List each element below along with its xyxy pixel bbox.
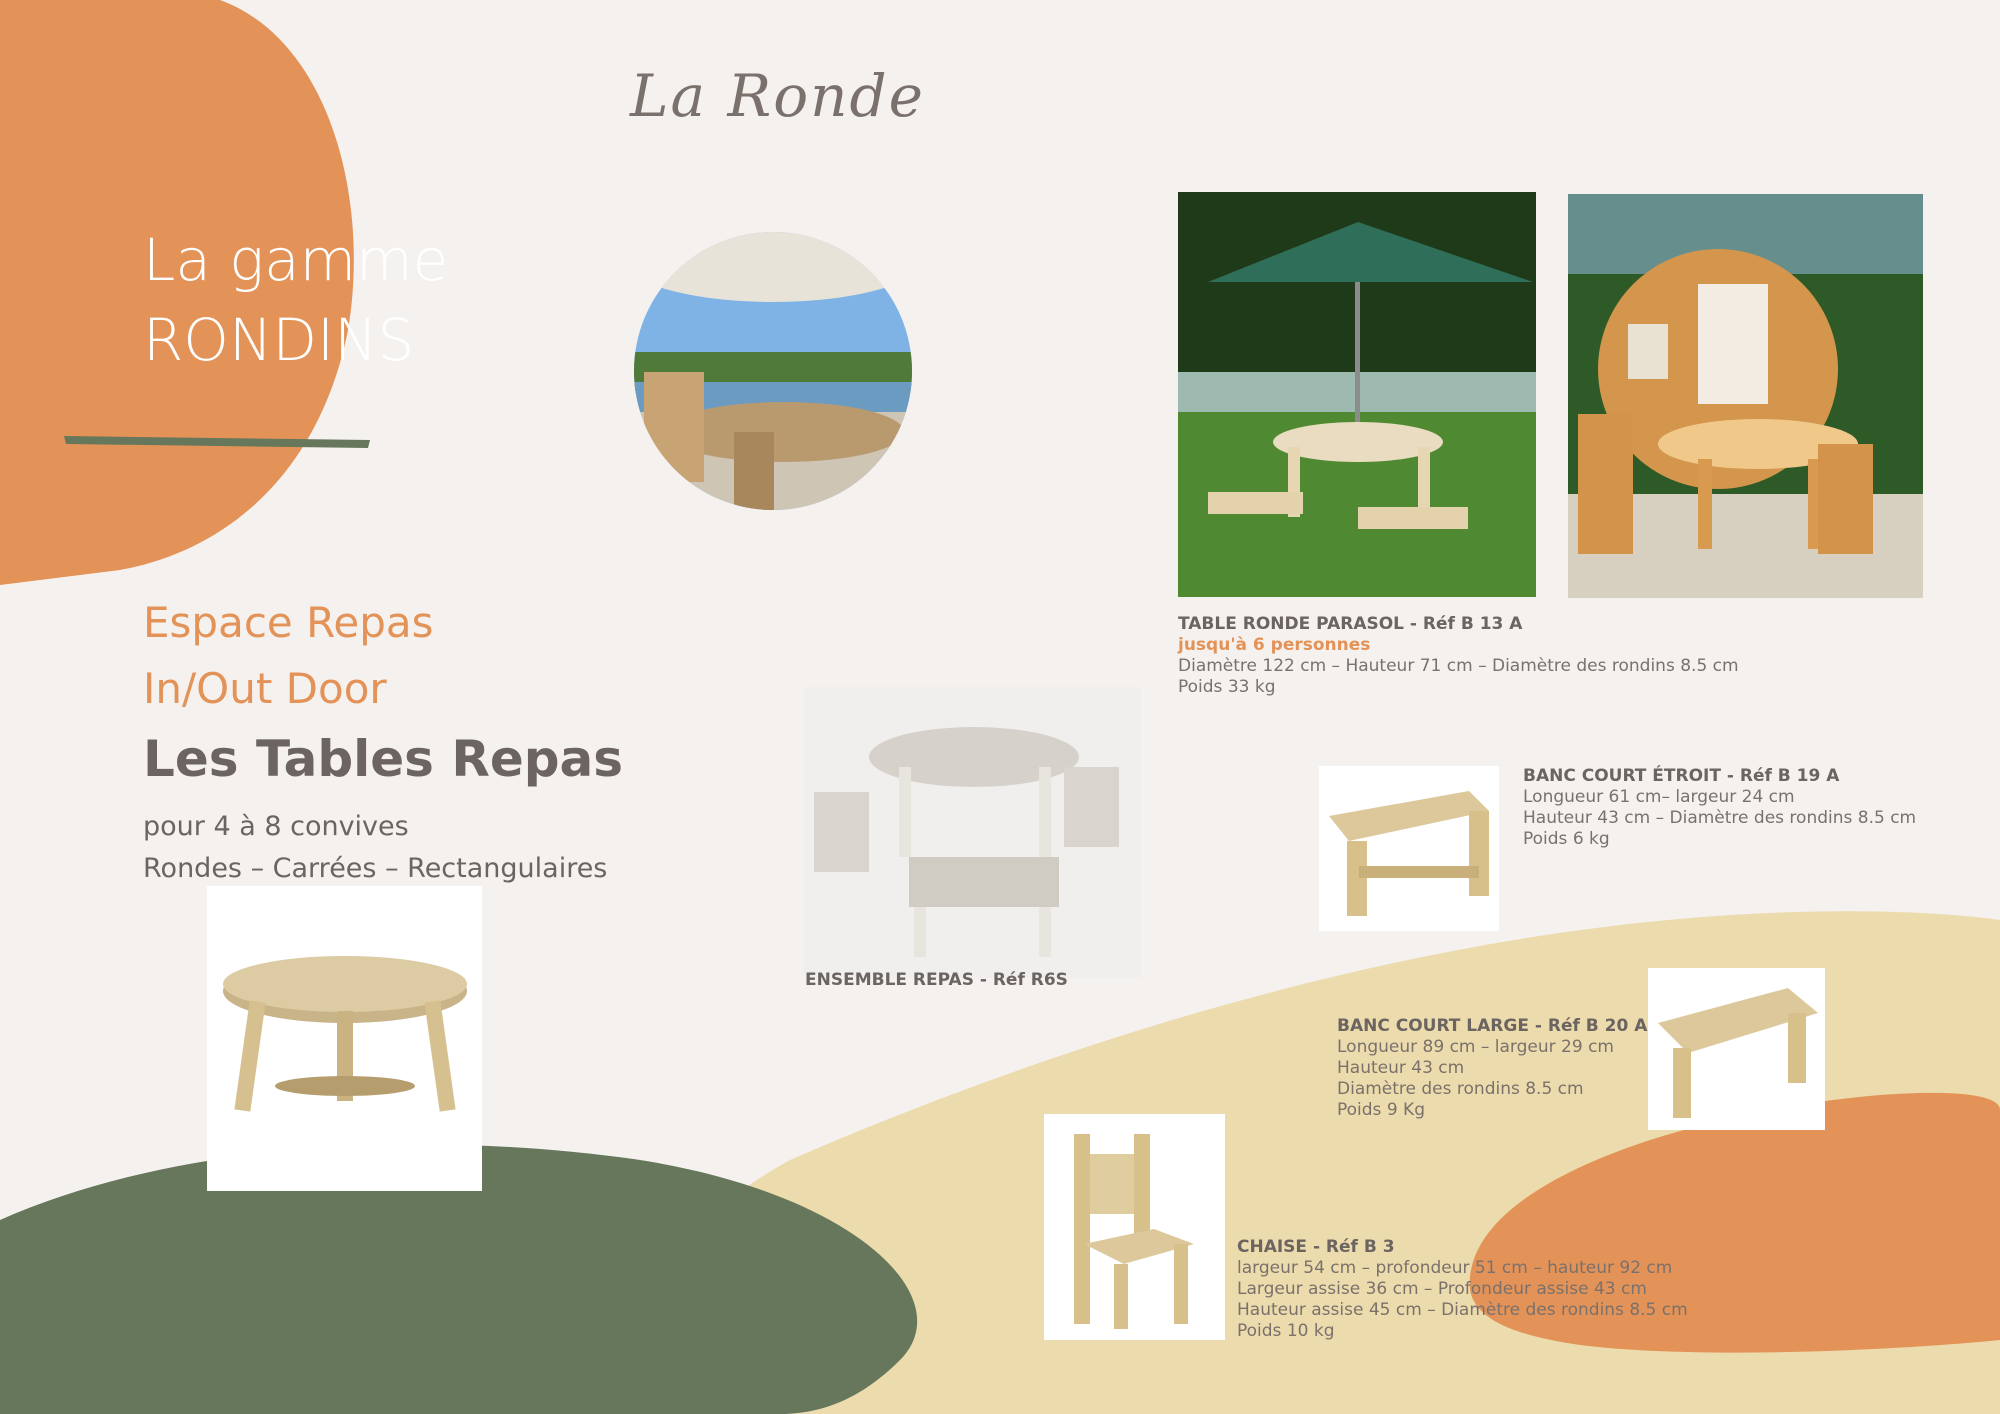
wide-bench-weight: Poids 9 Kg <box>1337 1100 1425 1120</box>
range-heading-line1: La gamme <box>143 226 449 294</box>
range-heading-line2: RONDINS <box>143 306 415 374</box>
tables-subtitle-line1: pour 4 à 8 convives <box>143 811 409 842</box>
green-accent-stroke <box>64 432 370 450</box>
parasol-table-title: TABLE RONDE PARASOL - Réf B 13 A <box>1178 614 1523 634</box>
dining-set-photo <box>804 687 1141 978</box>
wide-bench-caption <box>1337 1016 1647 1121</box>
narrow-bench-caption <box>1523 766 1916 850</box>
narrow-bench-size: Longueur 61 cm– largeur 24 cm <box>1523 787 1795 807</box>
dining-set-caption <box>805 970 1068 991</box>
chair-caption <box>1237 1237 1688 1342</box>
dining-set-title: ENSEMBLE REPAS - Réf R6S <box>805 970 1068 990</box>
narrow-bench-height: Hauteur 43 cm – Diamètre des rondins 8.5 cm <box>1523 808 1917 828</box>
round-table-photo <box>207 886 482 1191</box>
tables-subtitle <box>143 806 607 890</box>
narrow-bench-title: BANC COURT ÉTROIT - Réf B 19 A <box>1523 766 1840 786</box>
wide-bench-photo <box>1648 968 1825 1130</box>
chair-seat-height: Hauteur assise 45 cm – Diamètre des rondins 8.5 cm <box>1237 1300 1688 1320</box>
space-heading-line1: Espace Repas <box>143 598 434 647</box>
chair-dimensions: largeur 54 cm – profondeur 51 cm – hauteur 92 cm <box>1237 1258 1673 1278</box>
narrow-bench-weight: Poids 6 kg <box>1523 829 1610 849</box>
wide-bench-title: BANC COURT LARGE - Réf B 20 A <box>1337 1016 1648 1036</box>
range-heading <box>143 220 448 380</box>
wide-bench-log-diameter: Diamètre des rondins 8.5 cm <box>1337 1079 1584 1099</box>
wide-bench-size: Longueur 89 cm – largeur 29 cm <box>1337 1037 1614 1057</box>
chair-seat-size: Largeur assise 36 cm – Profondeur assise 43 cm <box>1237 1279 1647 1299</box>
parasol-table-photo <box>1178 192 1536 597</box>
chair-photo <box>1044 1114 1225 1340</box>
space-heading-line2: In/Out Door <box>143 664 387 713</box>
space-heading <box>143 590 434 722</box>
tables-title: Les Tables Repas <box>143 730 624 788</box>
tables-subtitle-line2: Rondes – Carrées – Rectangulaires <box>143 853 608 884</box>
wide-bench-height: Hauteur 43 cm <box>1337 1058 1465 1078</box>
chair-weight: Poids 10 kg <box>1237 1321 1335 1341</box>
parasol-table-dimensions: Diamètre 122 cm – Hauteur 71 cm – Diamètre des rondins 8.5 cm <box>1178 656 1739 676</box>
narrow-bench-photo <box>1319 766 1499 931</box>
script-title: La Ronde <box>630 62 925 130</box>
round-table-lake-photo <box>634 232 912 510</box>
parasol-table-weight: Poids 33 kg <box>1178 677 1276 697</box>
chair-title: CHAISE - Réf B 3 <box>1237 1237 1395 1257</box>
parasol-table-capacity: jusqu'à 6 personnes <box>1178 635 1371 655</box>
parasol-table-caption <box>1178 614 1739 698</box>
barrel-cabin-photo <box>1568 194 1923 598</box>
